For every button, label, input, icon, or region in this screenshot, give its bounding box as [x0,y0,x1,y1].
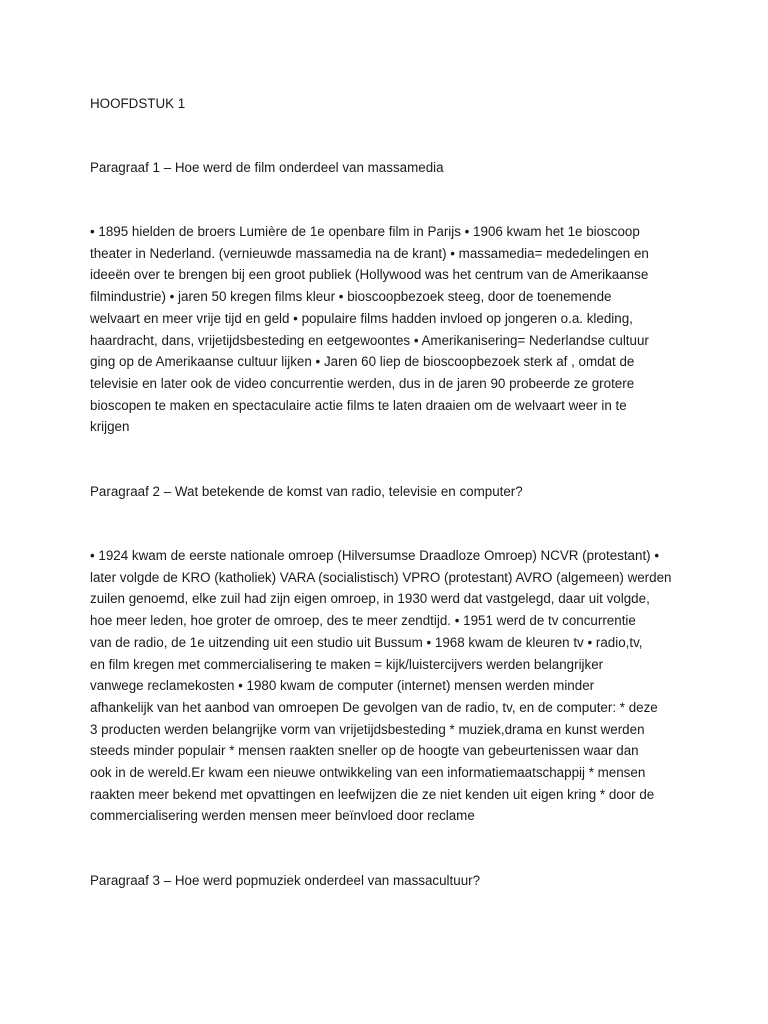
paragraph-line: 3 producten werden belangrijke vorm van vrijetijdsbesteding * muziek,drama en kunst werden [90,721,645,737]
paragraph-line: krijgen [90,419,130,435]
paragraph-line: zuilen genoemd, elke zuil had zijn eigen omroep, in 1930 werd dat vastgelegd, daar uit volgde, [90,591,650,607]
paragraph-line: vanwege reclamekosten • 1980 kwam de computer (internet) mensen werden minder [90,678,595,694]
section-1-heading: Paragraaf 1 – Hoe werd de film onderdeel van massamedia [90,160,444,175]
section-1-paragraph [90,221,690,438]
chapter-title: HOOFDSTUK 1 [90,96,186,111]
paragraph-line: afhankelijk van het aanbod van omroepen De gevolgen van de radio, tv, en de computer: * deze [90,699,658,715]
paragraph-line: hoe meer leden, hoe groter de omroep, des te meer zendtijd. • 1951 werd de tv concurrentie [90,613,636,629]
paragraph-line: ideeën over te brengen bij een groot publiek (Hollywood was het centrum van de Amerikaanse [90,267,649,283]
paragraph-line: ook in de wereld.Er kwam een nieuwe ontwikkeling van een informatiemaatschappij * mensen [90,765,646,781]
paragraph-line: bioscopen te maken en spectaculaire actie films te laten draaien om de welvaart weer in te [90,397,627,413]
paragraph-line: steeds minder populair * mensen raakten sneller op de hoogte van gebeurtenissen waar dan [90,743,639,759]
paragraph-line: welvaart en meer vrije tijd en geld • populaire films hadden invloed op jongeren o.a. kleding, [90,310,633,326]
section-2-heading: Paragraaf 2 – Wat betekende de komst van radio, televisie en computer? [90,484,523,499]
paragraph-line: filmindustrie) • jaren 50 kregen films kleur • bioscoopbezoek steeg, door de toenemende [90,289,612,305]
paragraph-line: raakten meer bekend met opvattingen en leefwijzen die ze niet kenden uit eigen kring * door de [90,786,655,802]
paragraph-line: commercialisering werden mensen meer beïnvloed door reclame [90,808,475,824]
paragraph-line: • 1895 hielden de broers Lumière de 1e openbare film in Parijs • 1906 kwam het 1e bioscoop [90,224,640,239]
paragraph-line: later volgde de KRO (katholiek) VARA (socialistisch) VPRO (protestant) AVRO (algemeen) werden [90,569,672,585]
section-2-paragraph [90,545,690,827]
section-3-heading: Paragraaf 3 – Hoe werd popmuziek onderdeel van massacultuur? [90,873,481,888]
paragraph-line: • 1924 kwam de eerste nationale omroep (Hilversumse Draadloze Omroep) NCVR (protestant) • [90,548,660,563]
paragraph-line: van de radio, de 1e uitzending uit een studio uit Bussum • 1968 kwam de kleuren tv • radio,tv, [90,634,643,650]
paragraph-line: haardracht, dans, vrijetijdsbesteding en eetgewoontes • Amerikanisering= Nederlandse cultuur [90,332,649,348]
paragraph-line: ging op de Amerikaanse cultuur lijken • Jaren 60 liep de bioscoopbezoek sterk af , omdat de [90,354,635,370]
paragraph-line: televisie en later ook de video concurrentie werden, dus in de jaren 90 probeerde ze grotere [90,375,635,391]
paragraph-line: en film kregen met commercialisering te maken = kijk/luistercijvers werden belangrijker [90,656,604,672]
paragraph-line: theater in Nederland. (vernieuwde massamedia na de krant) • massamedia= mededelingen en [90,245,649,261]
